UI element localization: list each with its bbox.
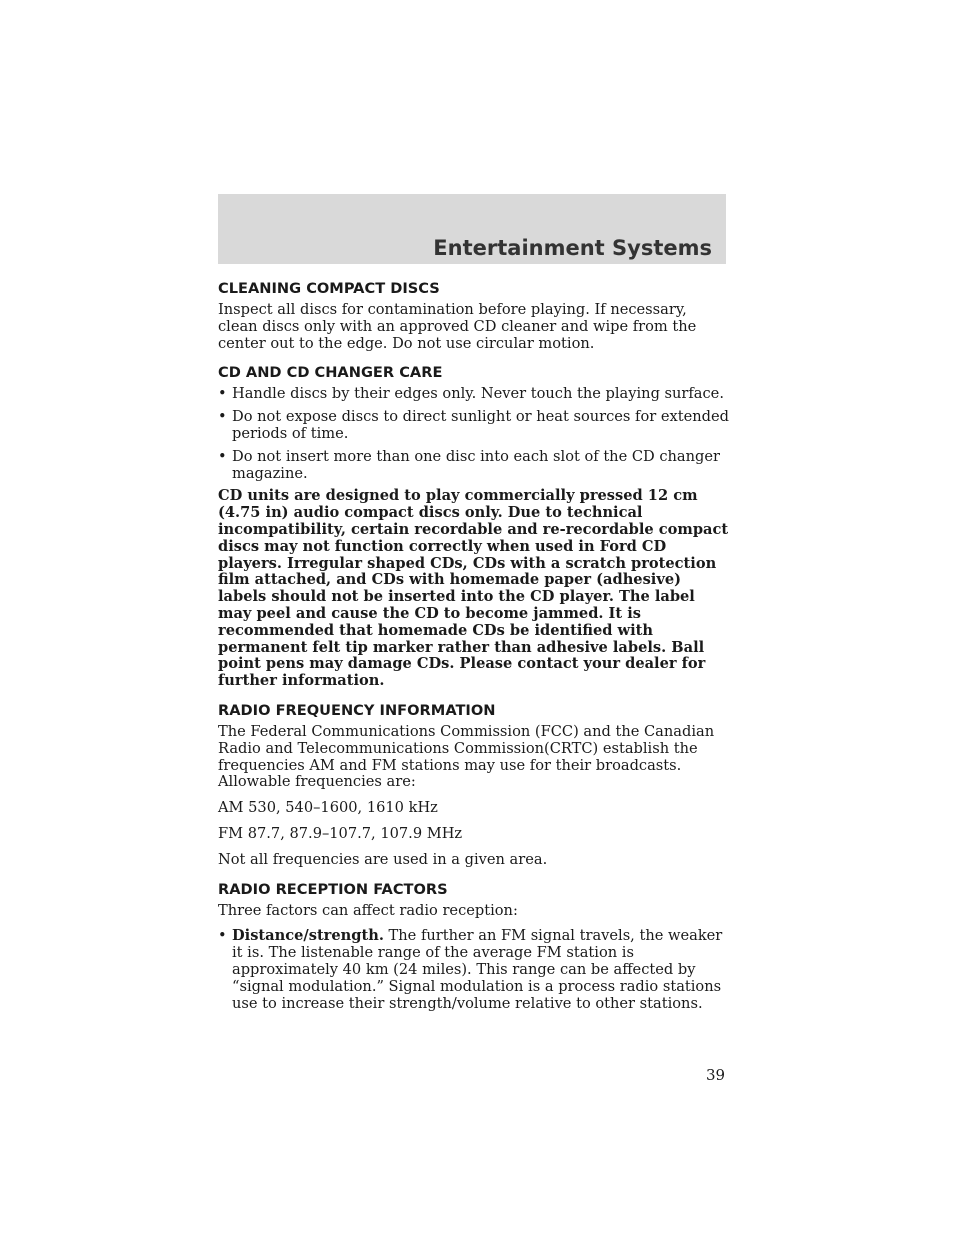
list-item-text: Do not insert more than one disc into each slot of the CD changer magazine.: [232, 447, 720, 482]
heading-radio-frequency: RADIO FREQUENCY INFORMATION: [218, 701, 496, 719]
paragraph-cleaning: Inspect all discs for contamination before playing. If necessary, clean discs only with an approved CD cleaner and wipe from the center out to the edge. Do not use circular motion.: [218, 301, 697, 352]
bullet-icon: •: [218, 385, 227, 403]
header-band: [218, 194, 726, 264]
list-item: [218, 409, 730, 443]
cd-warning-paragraph: CD units are designed to play commercially pressed 12 cm (4.75 in) audio compact discs only. Due to technical incompatibility, certain recordable and re-recordable compact discs may not function correctly when used in Ford CD players. Irregular shaped CDs, CDs with a scratch protection film attached, and CDs with homemade paper (adhesive) labels should not be inserted into the CD player. The label may peel and cause the CD to become jammed. It is recommended that homemade CDs be identified with permanent felt tip marker rather than adhesive labels. Ball point pens may damage CDs. Please contact your dealer for further information.: [218, 487, 729, 690]
list-item-text: Do not expose discs to direct sunlight or heat sources for extended periods of time.: [232, 408, 729, 442]
bullet-icon: •: [218, 927, 227, 945]
bullet-icon: •: [218, 408, 227, 426]
am-frequencies: AM 530, 540–1600, 1610 kHz: [218, 799, 438, 817]
paragraph-frequency: The Federal Communications Commission (FCC) and the Canadian Radio and Telecommunications Commission(CRTC) establish the frequencies AM and FM stations may use for their broadcasts. Allowable frequencies are:: [218, 722, 715, 791]
list-item-text: Handle discs by their edges only. Never touch the playing surface.: [232, 385, 724, 403]
paragraph-reception: Three factors can affect radio reception:: [218, 901, 518, 919]
list-item-text: The further an FM signal travels, the weaker it is. The listenable range of the average FM station is approximately 40 km (24 miles). This range can be affected by “signal modulation.” Signal modulation is a process radio stations use to increase their strength/volume relative to other stations.: [232, 927, 723, 1012]
page-number: 39: [706, 1066, 726, 1084]
section-title: Entertainment Systems: [433, 236, 712, 260]
heading-cleaning-compact-discs: CLEANING COMPACT DISCS: [218, 280, 440, 297]
page-content: [218, 280, 730, 1018]
list-item: [218, 449, 730, 483]
heading-radio-reception: RADIO RECEPTION FACTORS: [218, 880, 448, 898]
bullet-icon: •: [218, 447, 227, 465]
list-item: [218, 386, 730, 403]
frequency-note: Not all frequencies are used in a given area.: [218, 850, 548, 868]
reception-list: [218, 928, 730, 1012]
list-item: [218, 928, 730, 1012]
care-list: [218, 386, 730, 482]
fm-frequencies: FM 87.7, 87.9–107.7, 107.9 MHz: [218, 824, 463, 842]
term-distance-strength: Distance/strength.: [232, 927, 384, 945]
heading-cd-changer-care: CD AND CD CHANGER CARE: [218, 364, 443, 382]
